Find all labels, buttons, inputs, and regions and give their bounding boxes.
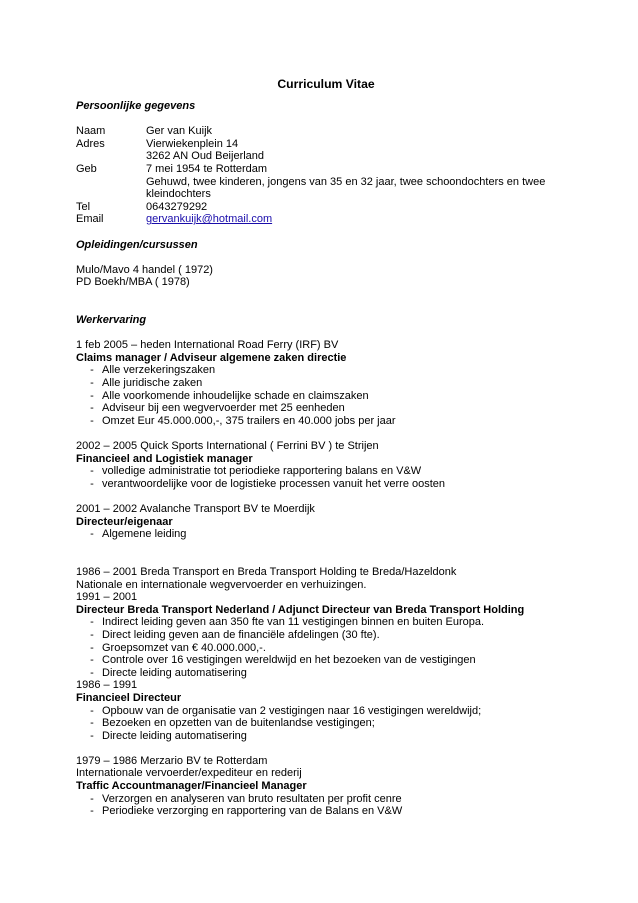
detail-label: Tel — [76, 200, 91, 213]
detail-value: 0643279292 — [146, 200, 208, 213]
job-description: Internationale vervoerder/expediteur en rederij — [76, 767, 302, 780]
job-bullets — [76, 705, 576, 743]
detail-value: 3262 AN Oud Beijerland — [146, 150, 265, 163]
job-role: Financieel Directeur — [76, 691, 182, 704]
job-role: Directeur Breda Transport Nederland / Adjunct Directeur van Breda Transport Holding — [76, 603, 525, 616]
list-item: - Groepsomzet van € 40.000.000,-. — [90, 641, 266, 654]
detail-label: Email — [76, 213, 104, 226]
job-bullets — [76, 465, 576, 490]
detail-value: 7 mei 1954 te Rotterdam — [146, 162, 268, 175]
personal-details — [76, 125, 576, 226]
detail-value: Ger van Kuijk — [146, 125, 213, 138]
list-item: - Indirect leiding geven aan 350 fte van 11 vestigingen binnen en buiten Europa. — [90, 616, 485, 629]
education-item: PD Boekh/MBA ( 1978) — [76, 276, 190, 289]
detail-value: Gehuwd, twee kinderen, jongens van 35 en 32 jaar, twee schoondochters en twee kleindochters — [146, 175, 546, 201]
job-line: 1 feb 2005 – heden International Road Ferry (IRF) BV — [76, 339, 339, 352]
detail-row-family — [76, 176, 576, 201]
detail-label: Adres — [76, 137, 105, 150]
list-item: - Alle juridische zaken — [90, 377, 203, 390]
job-description: Nationale en internationale wegvervoerder en verhuizingen. — [76, 578, 367, 591]
detail-row-name — [76, 125, 576, 138]
detail-value: Vierwiekenplein 14 — [146, 137, 239, 150]
section-heading-education: Opleidingen/cursussen — [76, 238, 198, 251]
document-title: Curriculum Vitae — [277, 77, 375, 91]
list-item: - Omzet Eur 45.000.000,-, 375 trailers en 40.000 jobs per jaar — [90, 414, 396, 427]
education-item: Mulo/Mavo 4 handel ( 1972) — [76, 263, 213, 276]
job-role: Claims manager / Adviseur algemene zaken directie — [76, 351, 347, 364]
job-line: 1979 – 1986 Merzario BV te Rotterdam — [76, 754, 268, 767]
section-heading-personal: Persoonlijke gegevens — [76, 100, 196, 112]
list-item: - Verzorgen en analyseren van bruto resultaten per profit cenre — [90, 792, 402, 805]
list-item: - Directe leiding automatisering — [90, 729, 247, 742]
list-item: - Alle verzekeringszaken — [90, 364, 216, 377]
job-bullets — [76, 364, 576, 427]
section-heading-work: Werkervaring — [76, 314, 147, 327]
job-bullets — [76, 793, 576, 818]
list-item: - Algemene leiding — [90, 528, 187, 541]
detail-row-phone — [76, 201, 576, 214]
job-period: 1991 – 2001 — [76, 591, 138, 604]
cv-page — [76, 77, 576, 818]
list-item: - volledige administratie tot periodieke rapportering balans en V&W — [90, 465, 422, 478]
job-line: 2002 – 2005 Quick Sports International ( Ferrini BV ) te Strijen — [76, 440, 379, 453]
job-period: 1986 – 1991 — [76, 679, 138, 692]
list-item: - Opbouw van de organisatie van 2 vestigingen naar 16 vestigingen wereldwijd; — [90, 704, 482, 717]
list-item: - Periodieke verzorging en rapportering van de Balans en V&W — [90, 805, 403, 818]
detail-row-email — [76, 213, 576, 226]
list-item: - Bezoeken en opzetten van de buitenlandse vestigingen; — [90, 717, 375, 730]
email-link[interactable]: gervankuijk@hotmail.com — [146, 213, 273, 226]
detail-row-postcode — [76, 150, 576, 163]
job-role: Traffic Accountmanager/Financieel Manager — [76, 780, 307, 793]
detail-row-birth — [76, 163, 576, 176]
detail-label — [76, 176, 146, 201]
job-line: 2001 – 2002 Avalanche Transport BV te Moerdijk — [76, 503, 315, 515]
job-role: Financieel and Logistiek manager — [76, 452, 253, 465]
job-role: Directeur/eigenaar — [76, 515, 173, 528]
list-item: - Adviseur bij een wegvervoerder met 25 eenheden — [90, 402, 345, 415]
detail-label — [76, 150, 146, 163]
detail-label: Geb — [76, 162, 97, 175]
detail-label: Naam — [76, 125, 106, 138]
list-item: - Direct leiding geven aan de financiële afdelingen (30 fte). — [90, 628, 380, 641]
list-item: - verantwoordelijke voor de logistieke processen vanuit het verre oosten — [90, 477, 446, 490]
job-line: 1986 – 2001 Breda Transport en Breda Transport Holding te Breda/Hazeldonk — [76, 565, 457, 578]
job-bullets — [76, 528, 576, 541]
list-item: - Alle voorkomende inhoudelijke schade en claimszaken — [90, 389, 369, 402]
list-item: - Controle over 16 vestigingen wereldwijd en het bezoeken van de vestigingen — [90, 654, 476, 667]
job-bullets — [76, 616, 576, 679]
list-item: - Directe leiding automatisering — [90, 666, 247, 679]
detail-row-address — [76, 138, 576, 151]
